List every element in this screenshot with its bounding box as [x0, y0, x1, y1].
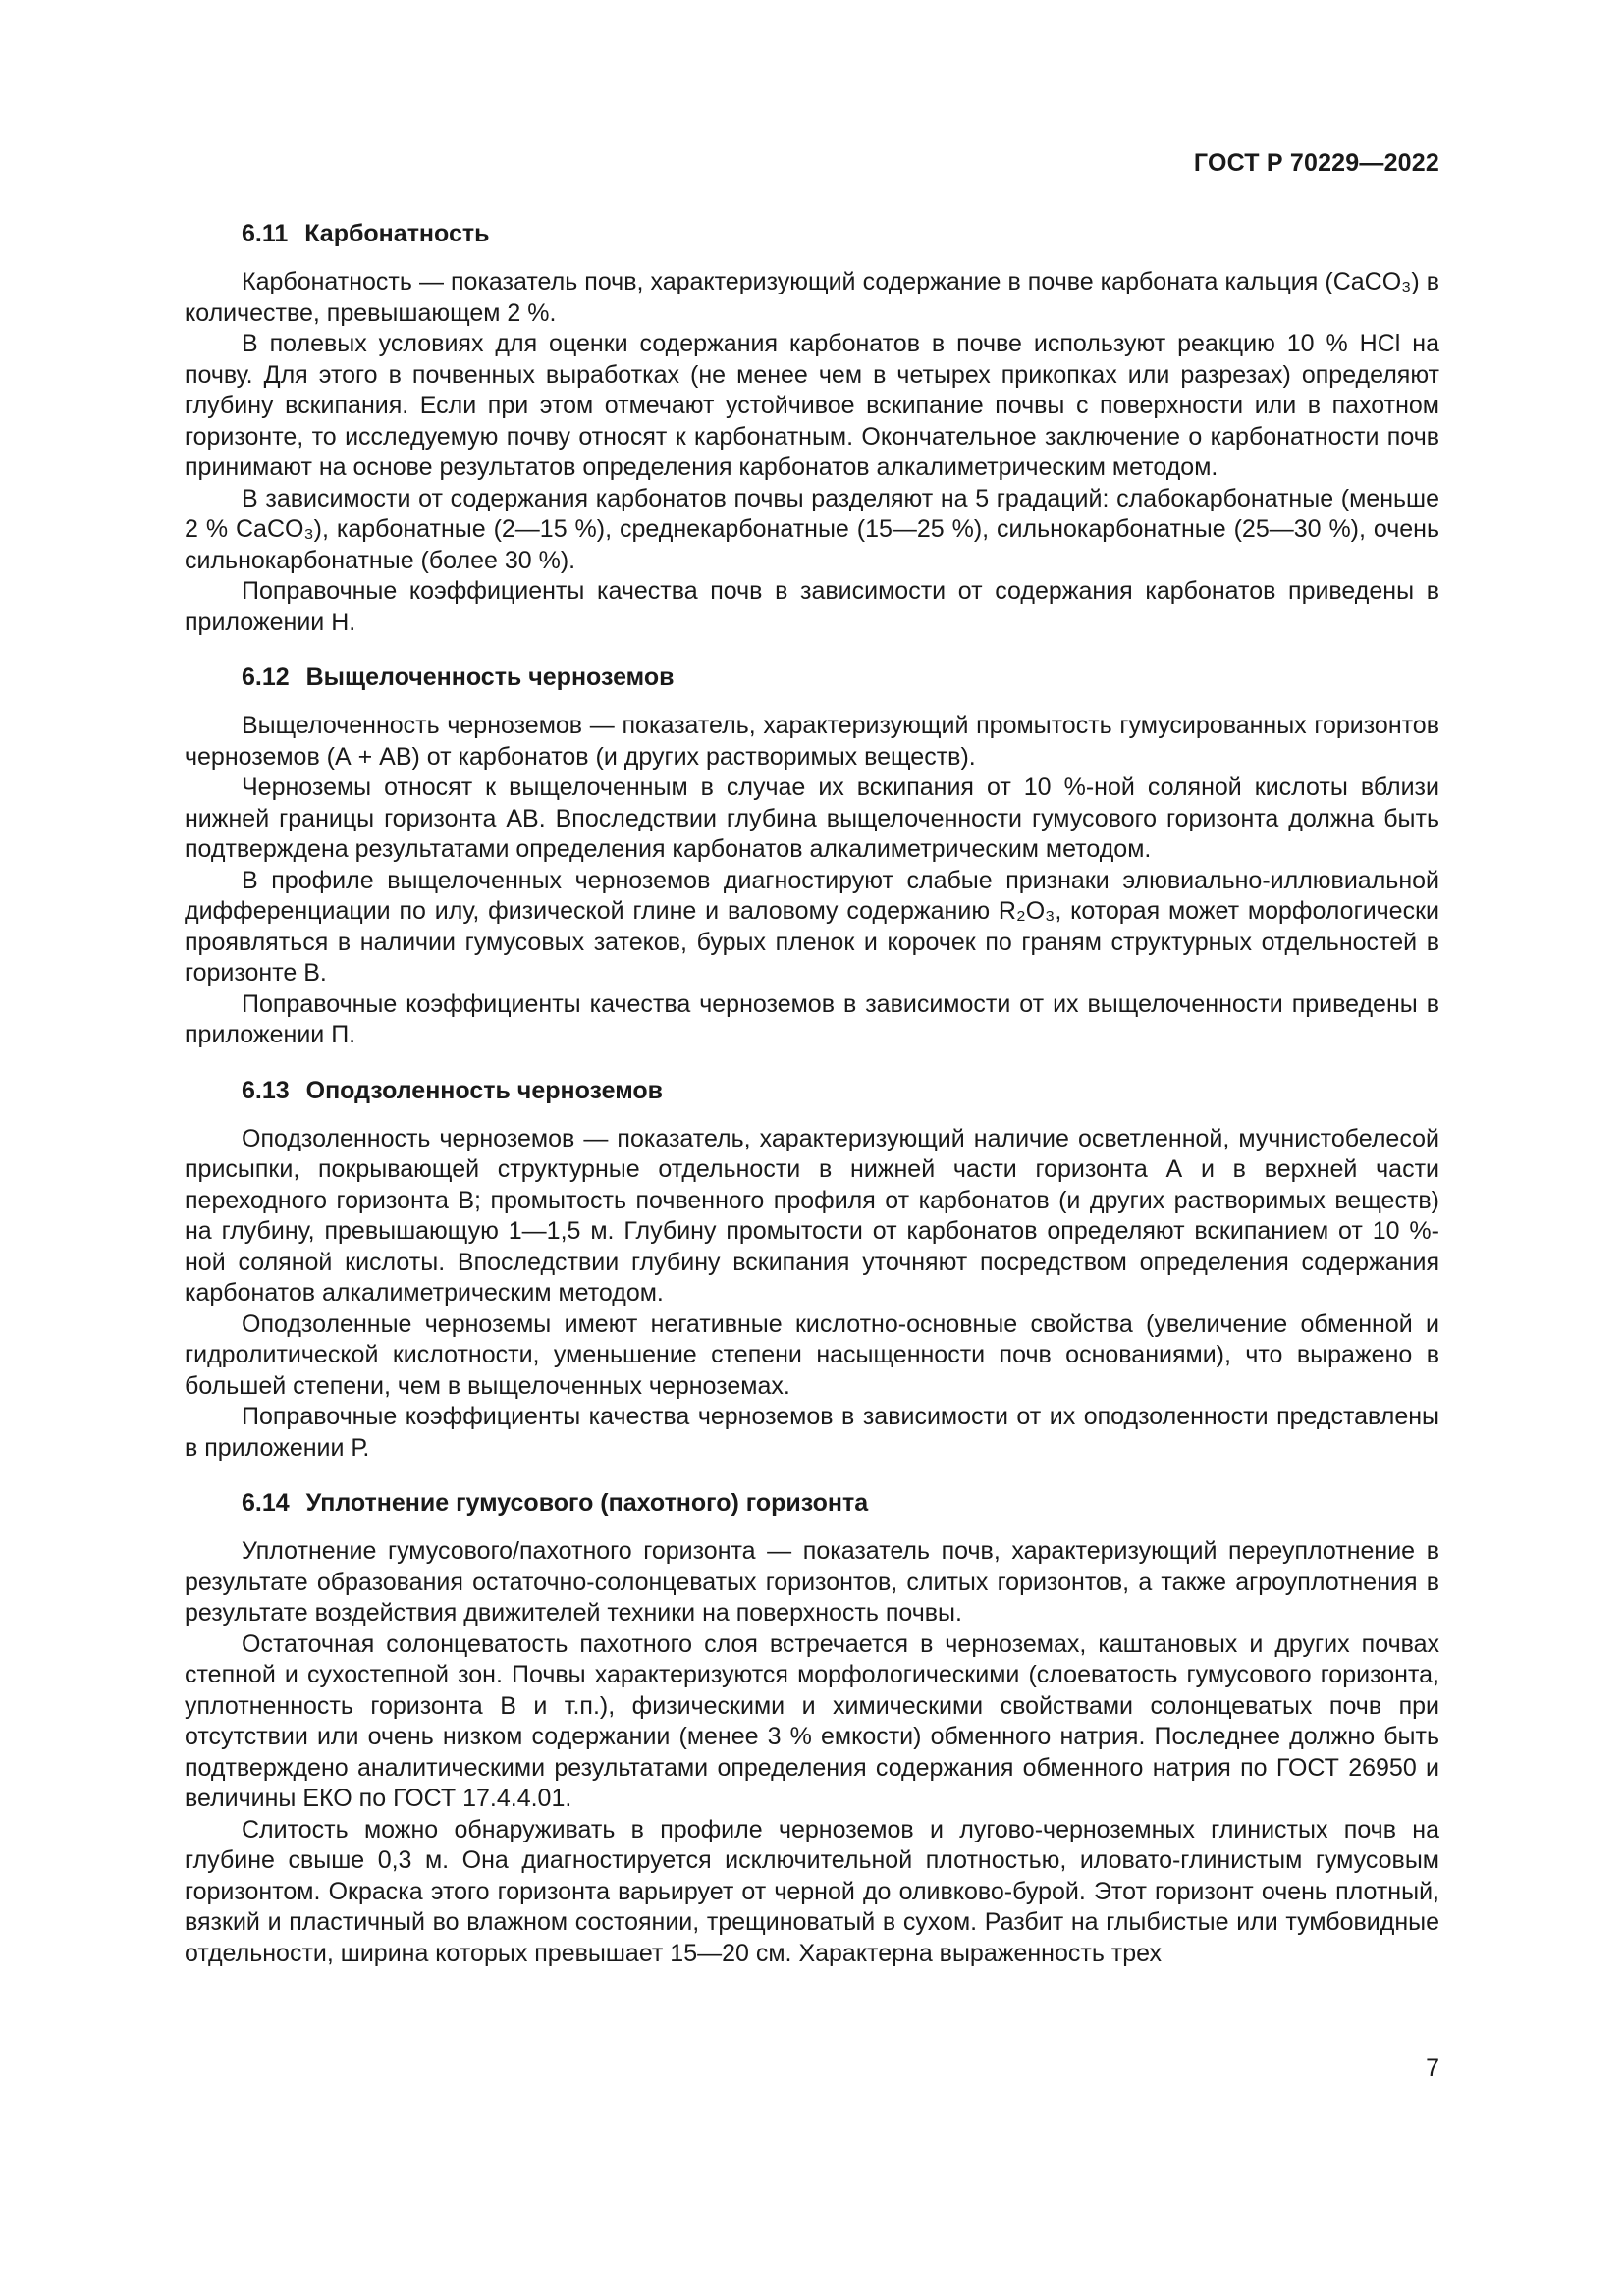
section-number: 6.12 [242, 664, 290, 691]
section-6-11 [185, 218, 1439, 638]
section-title: Оподзоленность черноземов [305, 1076, 664, 1104]
paragraph: Поправочные коэффициенты качества черноземов в зависимости от их выщелоченности приведены в приложении П. [185, 989, 1439, 1048]
paragraph: Выщелоченность черноземов — показатель, характеризующий промытость гумусированных горизонтов черноземов (А + АВ) от карбонатов (и других растворимых веществ). [185, 712, 1439, 771]
section-heading [185, 218, 1439, 249]
paragraph: Карбонатность — показатель почв, характеризующий содержание в почве карбоната кальция (CaCO₃) в количестве, превышающем 2 %. [185, 268, 1439, 327]
standard-code-header: ГОСТ Р 70229—2022 [1193, 149, 1439, 177]
section-title: Выщелоченность черноземов [305, 664, 675, 691]
section-6-14 [185, 1487, 1439, 1969]
paragraph: Черноземы относят к выщелоченным в случае их вскипания от 10 %-ной соляной кислоты вблизи нижней границы горизонта АВ. Впоследствии глубина выщелоченности гумусового горизонта должна быть подтверждена результатами определения карбонатов алкалиметрическим методом. [185, 774, 1439, 863]
section-heading [185, 662, 1439, 693]
paragraph: В профиле выщелоченных черноземов диагностируют слабые признаки элювиально-иллювиальной дифференциации по илу, физической глине и валовому содержанию R₂O₃, которая может морфологически проявляться в наличии гумусовых затеков, бурых пленок и корочек по граням структурных отдельностей в горизонте В. [185, 866, 1439, 987]
page-number: 7 [1426, 2055, 1439, 2082]
section-heading [185, 1075, 1439, 1106]
document-body [185, 218, 1439, 1969]
paragraph: Уплотнение гумусового/пахотного горизонта — показатель почв, характеризующий переуплотнение в результате образования остаточно-солонцеватых горизонтов, слитых горизонтов, а также агроуплотнения в результате воздействия движителей техники на поверхность почвы. [185, 1537, 1439, 1627]
paragraph: Слитость можно обнаруживать в профиле черноземов и лугово-черноземных глинистых почв на глубине свыше 0,3 м. Она диагностируется исключительной плотностью, иловато-глинистым гумусовым горизонтом. Окраска этого горизонта варьирует от черной до оливково-бурой. Этот горизонт очень плотный, вязкий и пластичный во влажном состоянии, трещиноватый в сухом. Разбит на глыбистые или тумбовидные отдельности, ширина которых превышает 15—20 см. Характерна выраженность трех [185, 1815, 1439, 1967]
section-number: 6.11 [242, 220, 289, 247]
paragraph: В зависимости от содержания карбонатов почвы разделяют на 5 градаций: слабокарбонатные (меньше 2 % CaCO₃), карбонатные (2—15 %), среднекарбонатные (15—25 %), сильнокарбонатные (25—30 %), очень сильнокарбонатные (более 30 %). [185, 484, 1439, 574]
section-heading [185, 1487, 1439, 1519]
paragraph: Оподзоленность черноземов — показатель, характеризующий наличие осветленной, мучнистобелесой присыпки, покрывающей структурные отдельности в нижней части горизонта А и в верхней части переходного горизонта В; промытость почвенного профиля от карбонатов (и других растворимых веществ) на глубину, превышающую 1—1,5 м. Глубину промытости от карбонатов определяют вскипанием от 10 %-ной соляной кислоты. Впоследствии глубину вскипания уточняют посредством определения содержания карбонатов алкалиметрическим методом. [185, 1124, 1439, 1307]
section-gap [185, 1051, 1439, 1075]
section-title: Уплотнение гумусового (пахотного) горизонта [305, 1489, 869, 1517]
section-number: 6.14 [242, 1489, 290, 1517]
section-6-13 [185, 1075, 1439, 1465]
paragraph: В полевых условиях для оценки содержания карбонатов в почве используют реакцию 10 % HCl на почву. Для этого в почвенных выработках (не менее чем в четырех прикопках или разрезах) определяют глубину вскипания. Если при этом отмечают устойчивое вскипание почвы с поверхности или в пахотном горизонте, то исследуемую почву относят к карбонатным. Окончательное заключение о карбонатности почв принимают на основе результатов определения карбонатов алкалиметрическим методом. [185, 330, 1439, 481]
paragraph: Поправочные коэффициенты качества почв в зависимости от содержания карбонатов приведены в приложении Н. [185, 577, 1439, 636]
paragraph: Оподзоленные черноземы имеют негативные кислотно-основные свойства (увеличение обменной и гидролитической кислотности, уменьшение степени насыщенности почв основаниями), что выражено в большей степени, чем в выщелоченных черноземах. [185, 1309, 1439, 1400]
section-number: 6.13 [242, 1076, 290, 1104]
section-gap [185, 638, 1439, 662]
section-gap [185, 1464, 1439, 1487]
section-title: Карбонатность [304, 220, 490, 247]
paragraph: Поправочные коэффициенты качества черноземов в зависимости от их оподзоленности представлены в приложении Р. [185, 1403, 1439, 1462]
section-6-12 [185, 662, 1439, 1051]
paragraph: Остаточная солонцеватость пахотного слоя встречается в черноземах, каштановых и других почвах степной и сухостепной зон. Почвы характеризуются морфологическими (слоеватость гумусового горизонта, уплотненность горизонта В и т.п.), физическими и химическими свойствами солонцеватых почв при отсутствии или очень низком содержании (менее 3 % емкости) обменного натрия. Последнее должно быть подтверждено аналитическими результатами определения содержания обменного натрия по ГОСТ 26950 и величины ЕКО по ГОСТ 17.4.4.01. [185, 1629, 1439, 1812]
